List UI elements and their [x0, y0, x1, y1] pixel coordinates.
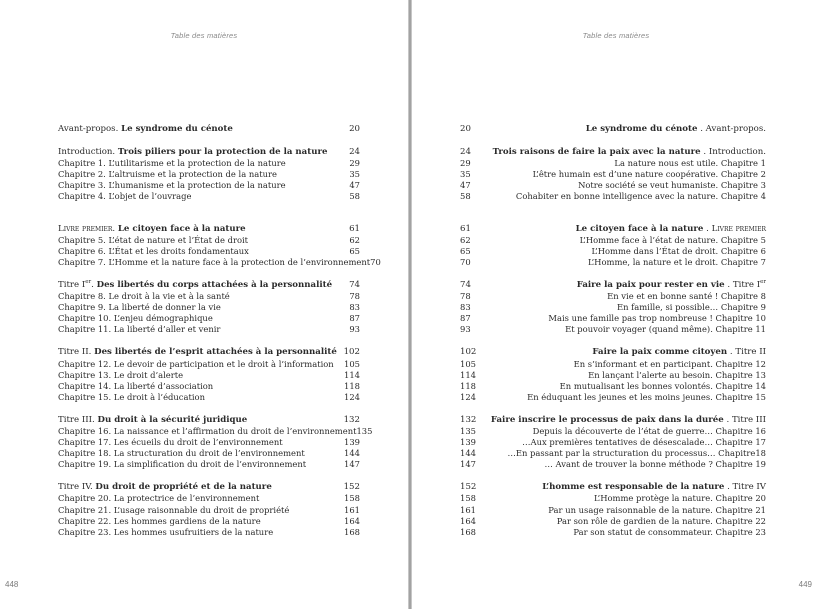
toc-chapter-entry[interactable] — [58, 302, 360, 313]
toc-chapter-entry[interactable] — [460, 324, 766, 335]
page-ref: 35 — [460, 169, 471, 180]
entry-text: . Titre II — [727, 347, 766, 358]
page-ref: 161 — [460, 504, 476, 515]
toc-chapter-entry[interactable] — [460, 180, 766, 191]
entry-text: Notre société se veut humaniste. Chapitre 3 — [578, 180, 766, 191]
toc-chapter-entry[interactable] — [58, 392, 360, 403]
page-ref: 47 — [460, 180, 471, 191]
page-ref: 61 — [349, 223, 360, 234]
entry-title: Le syndrome du cénote — [585, 124, 698, 134]
table-of-contents — [58, 124, 381, 538]
toc-section-entry[interactable] — [460, 482, 766, 493]
entry-label — [486, 280, 766, 291]
entry-text: Chapitre 6. L’État et les droits fondamentaux — [58, 245, 249, 256]
page-ref: 24 — [349, 147, 360, 158]
toc-chapter-entry[interactable] — [460, 437, 766, 448]
page-ref: 124 — [460, 391, 476, 402]
entry-text: Chapitre 16. La naissance et l’affirmation du droit de l’environnement — [58, 425, 357, 436]
toc-chapter-entry[interactable] — [460, 359, 766, 370]
ordinal-suffix: er — [85, 279, 92, 286]
entry-text: Chapitre 13. Le droit d’alerte — [58, 369, 184, 380]
toc-chapter-entry[interactable] — [460, 426, 766, 437]
toc-chapter-entry[interactable] — [460, 392, 766, 403]
page-ref: 65 — [460, 245, 471, 256]
page-ref: 87 — [460, 313, 471, 324]
entry-label — [486, 505, 766, 516]
entry-text: Titre I — [58, 279, 86, 290]
entry-label — [58, 169, 334, 180]
toc-chapter-entry[interactable] — [460, 516, 766, 527]
page-ref: 62 — [349, 234, 360, 245]
page-ref: 135 — [356, 425, 373, 436]
division-label: Livre premier — [58, 223, 113, 234]
page-ref: 62 — [460, 234, 471, 245]
entry-text: L’être humain est d’une nature coopérative. Chapitre 2 — [532, 169, 766, 180]
section-gap — [58, 203, 360, 224]
entry-label — [486, 381, 766, 392]
entry-label — [486, 302, 766, 313]
page-ref: 20 — [349, 124, 360, 134]
section-gap — [460, 335, 766, 347]
toc-section-entry[interactable] — [58, 347, 360, 358]
page-ref: 74 — [460, 279, 471, 290]
page-ref: 105 — [344, 358, 360, 369]
page-ref: 147 — [460, 459, 476, 470]
toc-section-entry[interactable] — [460, 224, 766, 235]
entry-text: L’Homme protège la nature. Chapitre 20 — [593, 493, 766, 504]
entry-label — [58, 527, 334, 538]
page-ref: 29 — [349, 158, 360, 169]
toc-chapter-entry[interactable] — [58, 516, 360, 527]
entry-label — [58, 191, 334, 202]
entry-label — [486, 347, 766, 358]
page-ref: 124 — [344, 391, 360, 402]
entry-text: Titre III. — [58, 414, 98, 425]
entry-text: . Titre III — [723, 414, 766, 425]
toc-chapter-entry[interactable] — [58, 425, 373, 437]
toc-chapter-entry[interactable] — [460, 381, 766, 392]
page-ref: 83 — [349, 302, 360, 313]
page-ref: 152 — [343, 482, 360, 493]
toc-chapter-entry[interactable] — [58, 324, 360, 335]
entry-text: Par son rôle de gardien de la nature. Chapitre 22 — [556, 515, 766, 526]
page-ref: 114 — [460, 369, 476, 380]
entry-label — [486, 246, 766, 257]
running-header: Table des matières — [170, 31, 238, 40]
entry-label — [486, 324, 766, 335]
toc-chapter-entry[interactable] — [460, 505, 766, 516]
toc-chapter-entry[interactable] — [460, 291, 766, 302]
toc-chapter-entry[interactable] — [58, 459, 360, 470]
entry-label — [486, 448, 766, 459]
entry-label — [58, 224, 334, 235]
entry-text: Titre IV. — [58, 482, 96, 493]
entry-text: Chapitre 5. L’état de nature et l’État de droit — [58, 234, 249, 245]
toc-chapter-entry[interactable] — [58, 527, 360, 538]
toc-chapter-entry[interactable] — [58, 359, 360, 370]
entry-text: La nature nous est utile. Chapitre 1 — [614, 158, 766, 169]
entry-label — [58, 426, 356, 437]
entry-text: Chapitre 2. L’altruisme et la protection de la nature — [58, 169, 277, 180]
entry-label — [486, 415, 766, 426]
entry-label — [58, 324, 334, 335]
entry-text: L’Homme face à l’état de nature. Chapitre 5 — [579, 234, 766, 245]
toc-chapter-entry[interactable] — [58, 381, 360, 392]
page-ref: 78 — [349, 291, 360, 302]
page-number: 448 — [5, 580, 19, 589]
entry-text: En s’informant et en participant. Chapitre 12 — [573, 358, 766, 369]
entry-text: Chapitre 21. L’usage raisonnable du droit de propriété — [58, 504, 290, 515]
ordinal-suffix: er — [760, 279, 766, 286]
entry-label — [486, 459, 766, 470]
page-ref: 135 — [460, 425, 476, 436]
entry-label — [58, 381, 334, 392]
toc-chapter-entry[interactable] — [460, 313, 766, 324]
entry-label — [58, 347, 337, 358]
page-ref: 161 — [344, 504, 360, 515]
entry-text: Mais une famille pas trop nombreuse ! Chapitre 10 — [548, 313, 766, 324]
toc-section-entry[interactable] — [58, 124, 360, 135]
entry-label — [486, 124, 766, 135]
entry-label — [486, 392, 766, 403]
page-ref: 78 — [460, 291, 471, 302]
entry-label — [58, 313, 334, 324]
entry-text: Chapitre 22. Les hommes gardiens de la nature — [58, 515, 261, 526]
entry-label — [58, 493, 334, 504]
toc-chapter-entry[interactable] — [460, 527, 766, 538]
toc-chapter-entry[interactable] — [58, 493, 360, 504]
section-gap — [58, 135, 360, 147]
entry-text: . — [112, 223, 118, 234]
page-ref: 139 — [344, 437, 360, 448]
entry-text: Avant-propos. — [58, 124, 122, 134]
entry-text: …En passant par la structuration du processus… Chapitre18 — [507, 448, 766, 459]
entry-text: En mutualisant les bonnes volontés. Chapitre 14 — [559, 380, 766, 391]
entry-text: Chapitre 9. La liberté de donner la vie — [58, 302, 221, 313]
entry-label — [58, 505, 334, 516]
entry-label — [58, 448, 334, 459]
page-ref: 87 — [349, 313, 360, 324]
entry-label — [486, 493, 766, 504]
entry-title: Faire la paix comme citoyen — [592, 347, 728, 358]
page-ref: 83 — [460, 302, 471, 313]
page-ref: 47 — [349, 180, 360, 191]
toc-chapter-entry[interactable] — [58, 180, 360, 191]
toc-chapter-entry[interactable] — [460, 246, 766, 257]
entry-title: Trois raisons de faire la paix avec la nature — [492, 147, 701, 158]
table-of-contents — [460, 124, 766, 538]
page-ref: 61 — [460, 223, 471, 234]
toc-chapter-entry[interactable] — [58, 158, 360, 169]
entry-label — [486, 437, 766, 448]
page-ref: 70 — [460, 256, 471, 267]
toc-chapter-entry[interactable] — [58, 169, 360, 180]
page-ref: 158 — [460, 493, 476, 504]
entry-title: Le syndrome du cénote — [121, 124, 233, 134]
entry-label — [486, 516, 766, 527]
page-ref: 24 — [460, 147, 471, 158]
page-ref: 118 — [460, 380, 476, 391]
page-ref: 70 — [370, 256, 381, 267]
entry-title: Le citoyen face à la nature — [117, 223, 246, 234]
toc-chapter-entry[interactable] — [58, 256, 381, 268]
toc-chapter-entry[interactable] — [58, 291, 360, 302]
entry-text: Chapitre 3. L’humanisme et la protection de la nature — [58, 180, 286, 191]
entry-label — [58, 280, 334, 291]
entry-title: Faire inscrire le processus de paix dans la durée — [490, 414, 724, 425]
toc-chapter-entry[interactable] — [58, 448, 360, 459]
entry-text: En éduquant les jeunes et les moins jeunes. Chapitre 15 — [527, 391, 766, 402]
toc-section-entry[interactable] — [460, 124, 766, 135]
toc-section-entry[interactable] — [58, 224, 360, 235]
toc-chapter-entry[interactable] — [460, 235, 766, 246]
toc-chapter-entry[interactable] — [58, 437, 360, 448]
entry-text: . Titre I — [724, 279, 761, 290]
toc-chapter-entry[interactable] — [58, 235, 360, 246]
running-header: Table des matières — [582, 31, 650, 40]
entry-text: Chapitre 10. L’enjeu démographique — [58, 313, 213, 324]
toc-section-entry[interactable] — [58, 415, 360, 426]
toc-chapter-entry[interactable] — [460, 169, 766, 180]
entry-punct: . — [91, 279, 97, 290]
page-ref: 139 — [460, 437, 476, 448]
entry-text: . — [703, 223, 712, 234]
toc-chapter-entry[interactable] — [58, 191, 360, 202]
entry-label — [58, 516, 334, 527]
entry-label — [58, 482, 334, 493]
entry-label — [58, 257, 370, 268]
page-ref: 74 — [349, 279, 360, 290]
entry-text: Chapitre 7. L’Homme et la nature face à la protection de l’environnement — [58, 256, 371, 267]
entry-text: Chapitre 23. Les hommes usufruitiers de la nature — [58, 526, 274, 537]
section-gap — [58, 403, 360, 415]
toc-chapter-entry[interactable] — [460, 257, 766, 268]
entry-label — [486, 147, 766, 158]
entry-text: Chapitre 20. La protectrice de l’environnement — [58, 493, 260, 504]
entry-text: Cohabiter en bonne intelligence avec la nature. Chapitre 4 — [515, 191, 766, 202]
page-ref: 102 — [460, 347, 477, 358]
page-ref: 168 — [344, 526, 360, 537]
entry-text: Chapitre 11. La liberté d’aller et venir — [58, 324, 221, 335]
section-gap — [460, 268, 766, 280]
left-page — [0, 0, 408, 609]
entry-label — [58, 180, 334, 191]
entry-title: Des libertés de l’esprit attachées à la personnalité — [94, 347, 337, 358]
entry-label — [486, 313, 766, 324]
entry-text: L’Homme dans l’État de droit. Chapitre 6 — [591, 245, 766, 256]
entry-label — [58, 415, 334, 426]
page-ref: 29 — [460, 158, 471, 169]
entry-label — [58, 392, 334, 403]
toc-chapter-entry[interactable] — [58, 313, 360, 324]
division-label: Livre premier — [711, 223, 766, 234]
toc-section-entry[interactable] — [58, 147, 360, 158]
entry-label — [58, 437, 334, 448]
entry-label — [486, 370, 766, 381]
entry-label — [486, 359, 766, 370]
entry-label — [486, 180, 766, 191]
entry-text: Chapitre 19. La simplification du droit de l’environnement — [58, 459, 307, 470]
page-ref: 164 — [344, 515, 360, 526]
toc-chapter-entry[interactable] — [460, 158, 766, 169]
page-ref: 132 — [343, 414, 360, 425]
entry-label — [486, 527, 766, 538]
toc-section-entry[interactable] — [460, 347, 766, 358]
page-ref: 102 — [343, 347, 360, 358]
page-ref: 168 — [460, 526, 476, 537]
page-ref: 65 — [349, 245, 360, 256]
section-gap — [460, 470, 766, 482]
entry-text: Chapitre 4. L’objet de l’ouvrage — [58, 191, 192, 202]
page-ref: 20 — [460, 124, 471, 134]
page-ref: 114 — [344, 369, 360, 380]
entry-label — [486, 426, 766, 437]
toc-section-entry[interactable] — [460, 147, 766, 158]
entry-text: Chapitre 8. Le droit à la vie et à la santé — [58, 291, 230, 302]
entry-text: … Avant de trouver la bonne méthode ? Chapitre 19 — [544, 459, 766, 470]
entry-label — [58, 124, 334, 135]
page-ref: 58 — [349, 191, 360, 202]
entry-label — [58, 459, 334, 470]
page-ref: 158 — [344, 493, 360, 504]
page-ref: 164 — [460, 515, 476, 526]
page-ref: 132 — [460, 414, 477, 425]
entry-title: L’homme est responsable de la nature — [542, 482, 725, 493]
entry-label — [486, 169, 766, 180]
entry-label — [58, 291, 334, 302]
entry-label — [486, 235, 766, 246]
entry-text: Depuis la découverte de l’état de guerre… Chapitre 16 — [532, 425, 766, 436]
entry-label — [58, 246, 334, 257]
page-ref: 93 — [349, 324, 360, 335]
entry-text: Chapitre 12. Le devoir de participation et le droit à l’information — [58, 358, 334, 369]
toc-chapter-entry[interactable] — [460, 493, 766, 504]
page-ref: 144 — [460, 448, 476, 459]
section-gap — [58, 470, 360, 482]
page-ref: 144 — [344, 448, 360, 459]
entry-text: L’Homme, la nature et le droit. Chapitre 7 — [587, 256, 766, 267]
entry-label — [58, 302, 334, 313]
entry-label — [486, 482, 766, 493]
entry-text: Chapitre 17. Les écueils du droit de l’environnement — [58, 437, 283, 448]
right-page — [412, 0, 820, 609]
section-gap — [460, 403, 766, 415]
page-ref: 105 — [460, 358, 476, 369]
entry-label — [58, 359, 334, 370]
entry-text: Chapitre 1. L’utilitarisme et la protection de la nature — [58, 158, 286, 169]
entry-title: Du droit de propriété et de la nature — [95, 482, 272, 493]
page-ref: 147 — [344, 459, 360, 470]
entry-text: Introduction. — [58, 147, 118, 158]
entry-label — [58, 235, 334, 246]
entry-label — [486, 224, 766, 235]
entry-label — [486, 291, 766, 302]
entry-title: Faire la paix pour rester en vie — [576, 279, 725, 290]
entry-text: Par un usage raisonnable de la nature. Chapitre 21 — [548, 504, 766, 515]
page-number: 449 — [798, 580, 812, 589]
toc-section-entry[interactable] — [58, 482, 360, 493]
toc-chapter-entry[interactable] — [58, 505, 360, 516]
toc-chapter-entry[interactable] — [460, 370, 766, 381]
entry-text: Par son statut de consommateur. Chapitre 23 — [573, 526, 766, 537]
toc-chapter-entry[interactable] — [460, 459, 766, 470]
entry-text: . Introduction. — [700, 147, 766, 158]
entry-text: Chapitre 18. La structuration du droit de l’environnement — [58, 448, 305, 459]
entry-title: Trois piliers pour la protection de la nature — [117, 147, 328, 158]
entry-title: Le citoyen face à la nature — [575, 223, 704, 234]
entry-title: Des libertés du corps attachées à la personnalité — [96, 279, 333, 290]
entry-title: Du droit à la sécurité juridique — [97, 414, 248, 425]
entry-label — [58, 147, 334, 158]
entry-text: Et pouvoir voyager (quand même). Chapitre 11 — [565, 324, 766, 335]
page-ref: 35 — [349, 169, 360, 180]
section-gap — [58, 335, 360, 347]
entry-text: . Avant-propos. — [697, 124, 766, 134]
page-ref: 152 — [460, 482, 477, 493]
entry-text: Chapitre 15. Le droit à l’éducation — [58, 391, 205, 402]
page-ref: 93 — [460, 324, 471, 335]
toc-chapter-entry[interactable] — [58, 246, 360, 257]
entry-label — [58, 370, 334, 381]
toc-section-entry[interactable] — [460, 415, 766, 426]
entry-label — [486, 257, 766, 268]
entry-text: . Titre IV — [724, 482, 766, 493]
toc-section-entry[interactable] — [460, 280, 766, 291]
entry-label — [486, 158, 766, 169]
entry-text: En vie et en bonne santé ! Chapitre 8 — [607, 291, 766, 302]
toc-chapter-entry[interactable] — [460, 302, 766, 313]
entry-text: Chapitre 14. La liberté d’association — [58, 380, 214, 391]
toc-section-entry[interactable] — [58, 280, 360, 291]
entry-label — [58, 158, 334, 169]
entry-text: En famille, si possible… Chapitre 9 — [616, 302, 766, 313]
toc-chapter-entry[interactable] — [460, 448, 766, 459]
section-gap — [460, 135, 766, 147]
entry-text: Titre II. — [58, 347, 95, 358]
section-gap — [460, 203, 766, 224]
entry-label — [486, 191, 766, 202]
section-gap — [58, 268, 360, 280]
entry-text: En lançant l’alerte au besoin. Chapitre 13 — [588, 369, 766, 380]
entry-text: …Aux premières tentatives de désescalade… Chapitre 17 — [522, 437, 766, 448]
page-ref: 58 — [460, 191, 471, 202]
toc-chapter-entry[interactable] — [58, 370, 360, 381]
toc-chapter-entry[interactable] — [460, 191, 766, 202]
page-ref: 118 — [344, 380, 360, 391]
